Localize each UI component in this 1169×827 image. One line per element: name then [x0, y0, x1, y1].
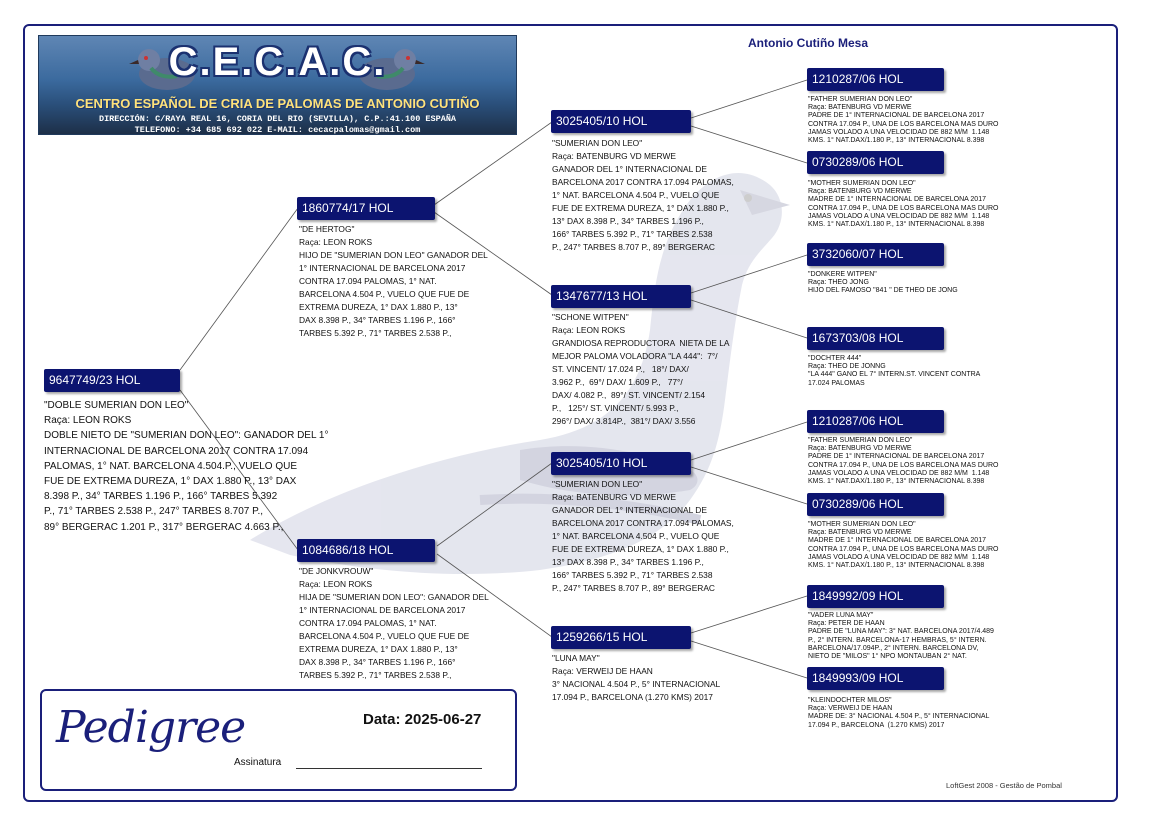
signature-label: Assinatura	[234, 757, 282, 768]
ancestor-ring-box: 1210287/06 HOL	[807, 68, 944, 91]
ancestor-description: "MOTHER SUMERIAN DON LEO" Raça: BATENBURG VD MERWE MADRE DE 1° INTERNACIONAL DE BARCELONA 2017 CONTRA 17.094 P., UNA DE LOS BARCELONA MAS DURO JAMAS VOLADO A UNA VELOCIDAD DE 882 M/M 1.148 KMS. 1° NAT.DAX/1.180 P., 13° INTERNACIONAL 8.398	[808, 521, 999, 570]
banner-abbreviation: C.E.C.A.C.	[168, 40, 387, 84]
ancestor-description: "FATHER SUMERIAN DON LEO" Raça: BATENBURG VD MERWE PADRE DE 1° INTERNACIONAL DE BARCELONA 2017 CONTRA 17.094 P., UNA DE LOS BARCELONA MAS DURO JAMAS VOLADO A UNA VELOCIDAD DE 882 M/M 1.148 KMS. 1° NAT.DAX/1.180 P., 13° INTERNACIONAL 8.398	[808, 96, 999, 145]
subject-ring-box: 9647749/23 HOL	[44, 369, 180, 392]
software-footer-note: LoftGest 2008 - Gestão de Pombal	[946, 781, 1062, 790]
grandsire-maternal-ring-box: 3025405/10 HOL	[551, 452, 691, 475]
ancestor-description: "DOCHTER 444" Raça: THEO DE JONNG "LA 444" GANO EL 7° INTERN.ST. VINCENT CONTRA 17.024 PALOMAS	[808, 355, 981, 387]
granddam-maternal-ring-box: 1259266/15 HOL	[551, 626, 691, 649]
grandsire-paternal-ring-box: 3025405/10 HOL	[551, 110, 691, 133]
subject-description: "DOBLE SUMERIAN DON LEO" Raça: LEON ROKS DOBLE NIETO DE "SUMERIAN DON LEO": GANADOR DEL 1° INTERNACIONAL DE BARCELONA 2017 CONTRA 17.094 PALOMAS, 1° NAT. BARCELONA 4.504.P., VUELO QUE FUE DE EXTREMA DUREZA, 1° DAX 1.880 P., 13° DAX 8.398 P., 34° TARBES 1.196 P., 166° TARBES 5.392 P., 71° TARBES 2.538 P., 247° TARBES 8.707 P., 89° BERGERAC 1.201 P., 317° BERGERAC 4.663 P.,	[44, 400, 329, 533]
ancestor-description: "VADER LUNA MAY" Raça: PETER DE HAAN PADRE DE "LUNA MAY": 3° NAT. BARCELONA 2017/4.489 P., 2° INTERN. BARCELONA-17 HEMBRAS, 5° INTERN. BARCELONA/17.094P., 2° INTERN. BARCELONA DV, NIETO DE "MILOS" 1° NPO MONTAUBAN 2° NAT.	[808, 612, 994, 661]
ancestor-ring-box: 1849992/09 HOL	[807, 585, 944, 608]
ancestor-ring-box: 0730289/06 HOL	[807, 493, 944, 516]
ancestor-description: "DONKERE WITPEN" Raça: THEO JONG HIJO DEL FAMOSO "841 " DE THEO DE JONG	[808, 271, 958, 295]
ancestor-ring-box: 1673703/08 HOL	[807, 327, 944, 350]
owner-name: Antonio Cutiño Mesa	[748, 36, 868, 50]
grandsire-maternal-description: "SUMERIAN DON LEO" Raça: BATENBURG VD MERWE GANADOR DEL 1° INTERNACIONAL DE BARCELONA 2017 CONTRA 17.094 PALOMAS, 1° NAT. BARCELONA 4.504 P., VUELO QUE FUE DE EXTREMA DUREZA, 1° DAX 1.880 P., 13° DAX 8.398 P., 34° TARBES 1.196 P., 166° TARBES 5.392 P., 71° TARBES 2.538 P., 247° TARBES 8.707 P., 89° BERGERAC	[552, 479, 734, 593]
banner-contact: TELEFONO: +34 685 692 022 E-MAIL: cecacpalomas@gmail.com	[134, 125, 421, 135]
signature-line	[296, 768, 482, 769]
ancestor-ring-box: 1849993/09 HOL	[807, 667, 944, 690]
granddam-maternal-description: "LUNA MAY" Raça: VERWEIJ DE HAAN 3° NACIONAL 4.504 P., 5° INTERNACIONAL 17.094 P., BARCELONA (1.270 KMS) 2017	[552, 653, 721, 702]
sire-description: "DE HERTOG" Raça: LEON ROKS HIJO DE "SUMERIAN DON LEO" GANADOR DEL 1° INTERNACIONAL DE BARCELONA 2017 CONTRA 17.094 PALOMAS, 1° NAT. BARCELONA 4.504 P., VUELO QUE FUE DE EXTREMA DUREZA, 1° DAX 1.880 P., 13° DAX 8.398 P., 34° TARBES 1.196 P., 166° TARBES 5.392 P., 71° TARBES 2.538 P.,	[299, 224, 488, 338]
pedigree-date: Data: 2025-06-27	[363, 711, 482, 728]
dam-ring-box: 1084686/18 HOL	[297, 539, 435, 562]
ancestor-description: "MOTHER SUMERIAN DON LEO" Raça: BATENBURG VD MERWE MADRE DE 1° INTERNACIONAL DE BARCELONA 2017 CONTRA 17.094 P., UNA DE LOS BARCELONA MAS DURO JAMAS VOLADO A UNA VELOCIDAD DE 882 M/M 1.148 KMS. 1° NAT.DAX/1.180 P., 13° INTERNACIONAL 8.398	[808, 180, 999, 229]
granddam-paternal-description: "SCHONE WITPEN" Raça: LEON ROKS GRANDIOSA REPRODUCTORA NIETA DE LA MEJOR PALOMA VOLADORA "LA 444": 7°/ ST. VINCENT/ 17.024 P., 18°/ DAX/ 3.962 P., 69°/ DAX/ 1.609 P., 77°/ DAX/ 4.082 P., 89°/ ST. VINCENT/ 2.154 P., 125°/ ST. VINCENT/ 5.993 P., 296°/ DAX/ 3.814P., 381°/ DAX/ 3.556	[552, 312, 730, 426]
grandsire-paternal-description: "SUMERIAN DON LEO" Raça: BATENBURG VD MERWE GANADOR DEL 1° INTERNACIONAL DE BARCELONA 2017 CONTRA 17.094 PALOMAS, 1° NAT. BARCELONA 4.504 P., VUELO QUE FUE DE EXTREMA DUREZA, 1° DAX 1.880 P., 13° DAX 8.398 P., 34° TARBES 1.196 P., 166° TARBES 5.392 P., 71° TARBES 2.538 P., 247° TARBES 8.707 P., 89° BERGERAC	[552, 138, 734, 252]
ancestor-ring-box: 0730289/06 HOL	[807, 151, 944, 174]
dam-description: "DE JONKVROUW" Raça: LEON ROKS HIJA DE "SUMERIAN DON LEO": GANADOR DEL 1° INTERNACIONAL DE BARCELONA 2017 CONTRA 17.094 PALOMAS, 1° NAT. BARCELONA 4.504 P., VUELO QUE FUE DE EXTREMA DUREZA, 1° DAX 1.880 P., 13° DAX 8.398 P., 34° TARBES 1.196 P., 166° TARBES 5.392 P., 71° TARBES 2.538 P.,	[299, 566, 489, 680]
ancestor-description: "KLEINDOCHTER MILOS" Raça: VERWEIJ DE HAAN MADRE DE: 3° NACIONAL 4.504 P., 5° INTERNACIONAL 17.094 P., BARCELONA (1.270 KMS) 2017	[808, 697, 990, 729]
pedigree-logo: Pedigree	[56, 702, 246, 753]
ancestor-ring-box: 1210287/06 HOL	[807, 410, 944, 433]
granddam-paternal-ring-box: 1347677/13 HOL	[551, 285, 691, 308]
banner-full-name: CENTRO ESPAÑOL DE CRIA DE PALOMAS DE ANTONIO CUTIÑO	[75, 96, 480, 111]
ancestor-description: "FATHER SUMERIAN DON LEO" Raça: BATENBURG VD MERWE PADRE DE 1° INTERNACIONAL DE BARCELONA 2017 CONTRA 17.094 P., UNA DE LOS BARCELONA MAS DURO JAMAS VOLADO A UNA VELOCIDAD DE 882 M/M 1.148 KMS. 1° NAT.DAX/1.180 P., 13° INTERNACIONAL 8.398	[808, 437, 999, 486]
sire-ring-box: 1860774/17 HOL	[297, 197, 435, 220]
banner-address: DIRECCIÓN: C/RAYA REAL 16, CORIA DEL RIO (SEVILLA), C.P.:41.100 ESPAÑA	[98, 114, 457, 124]
cecac-banner-logo	[38, 35, 517, 135]
ancestor-ring-box: 3732060/07 HOL	[807, 243, 944, 266]
